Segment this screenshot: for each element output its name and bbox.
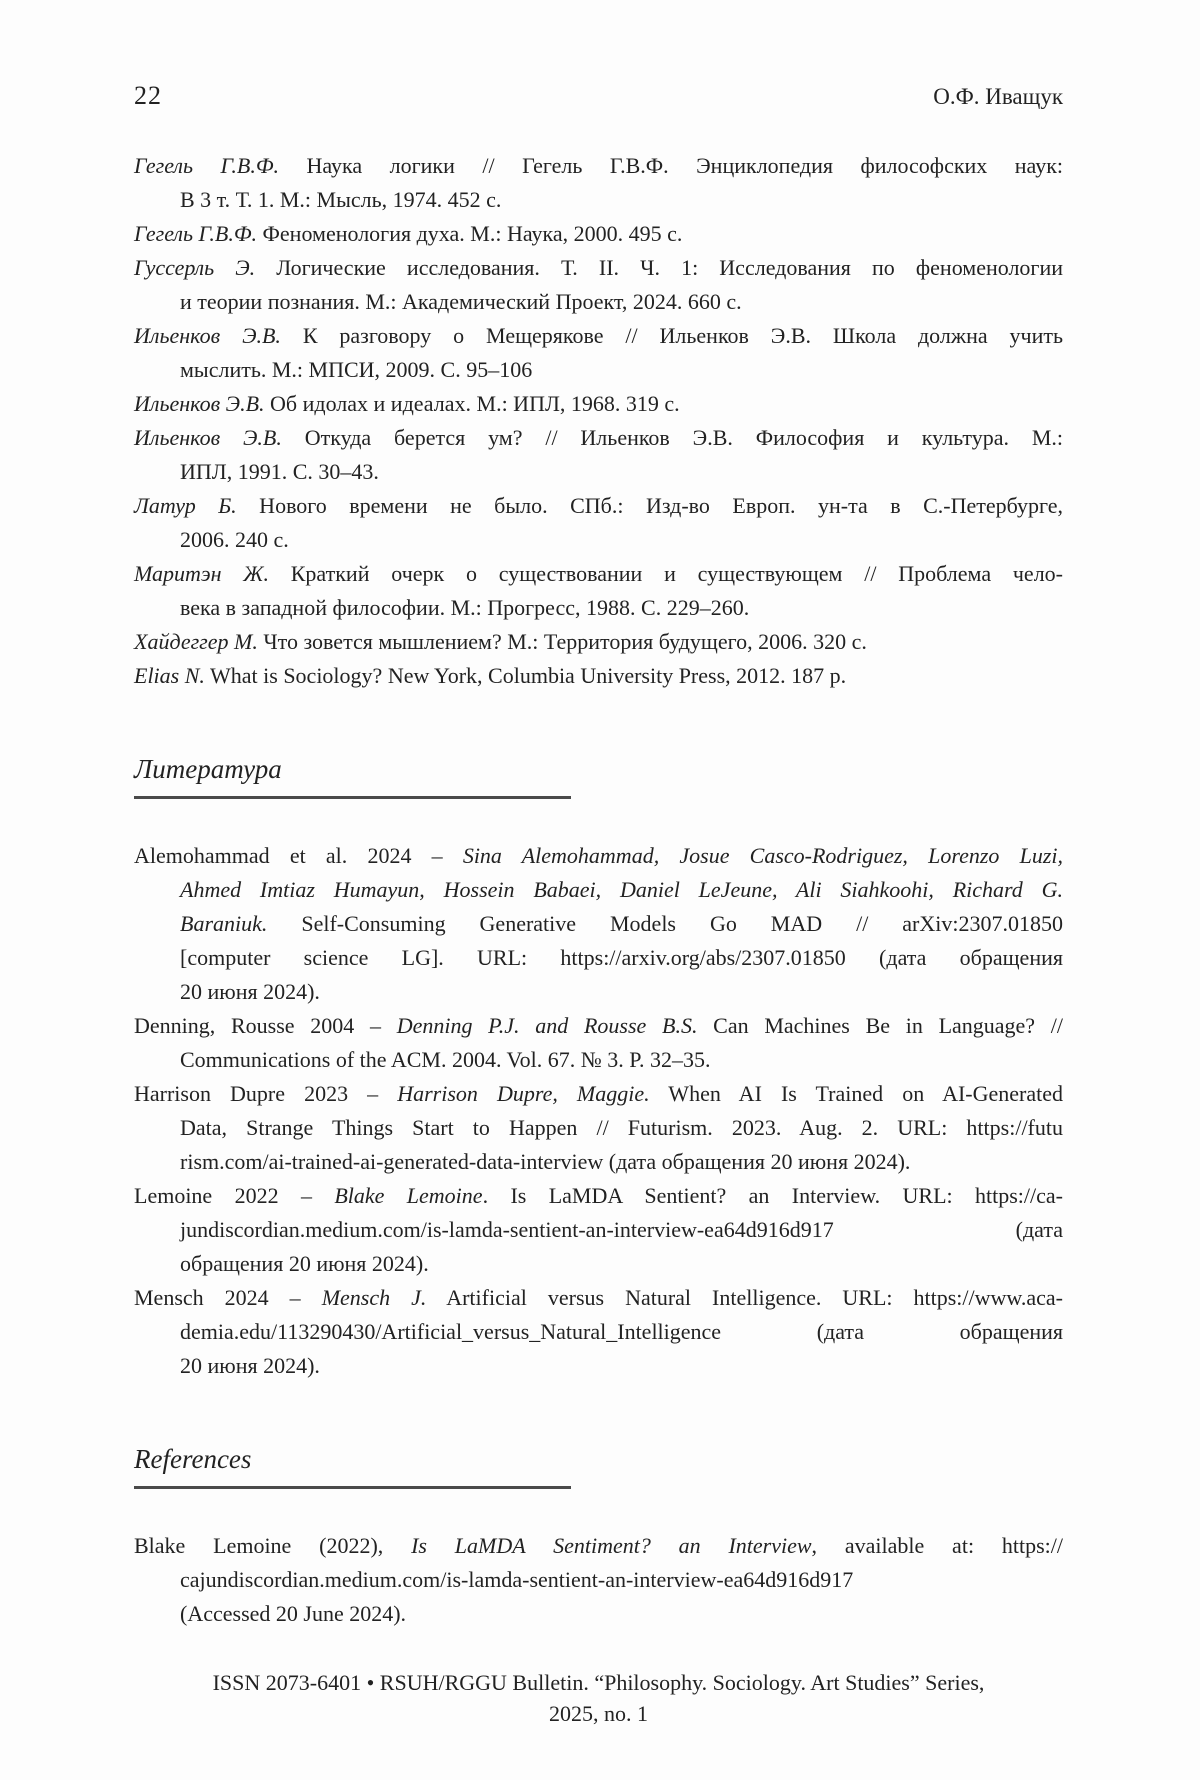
bibliography-entry [134, 557, 1063, 625]
text-segment: Наука логики // Гегель Г.В.Ф. Энциклопедия философских наук: [279, 153, 1063, 178]
bibliography-entry [134, 387, 1063, 421]
bibliography-line [134, 489, 1063, 523]
text-segment: Alemohammad et al. 2024 – [134, 843, 463, 868]
text-segment: (Accessed 20 June 2024). [180, 1601, 407, 1626]
bibliography-line [134, 387, 1063, 421]
text-segment: 2006. 240 с. [180, 527, 289, 552]
text-segment: cajundiscordian.medium.com/is-lamda-sentient-an-interview-ea64d916d917 [180, 1567, 854, 1592]
text-segment: Что зовется мышлением? М.: Территория будущего, 2006. 320 с. [257, 629, 867, 654]
page-footer [134, 1667, 1063, 1729]
section-heading-literatura: Литература [134, 754, 282, 784]
text-segment: Феноменология духа. М.: Наука, 2000. 495 с. [257, 221, 683, 246]
heading-rule [134, 796, 571, 799]
reference-list-top [134, 149, 1063, 693]
heading-rule [134, 1486, 571, 1489]
text-segment: Нового времени не было. СПб.: Изд-во Европ. ун-та в С.-Петербурге, [236, 493, 1063, 518]
text-segment: В 3 т. Т. 1. М.: Мысль, 1974. 452 с. [180, 187, 502, 212]
bibliography-line [134, 455, 1063, 489]
text-segment: [computer science LG]. URL: https://arxiv.org/abs/2307.01850 (дата обращения [180, 945, 1063, 970]
bibliography-line [134, 285, 1063, 319]
bibliography-line [134, 1043, 1063, 1077]
italic-text-segment: Ильенков Э.В. [134, 425, 282, 450]
italic-text-segment: Ильенков Э.В. [134, 323, 281, 348]
text-segment: Lemoine 2022 – [134, 1183, 335, 1208]
text-segment: Mensch 2024 – [134, 1285, 322, 1310]
text-segment: What is Sociology? New York, Columbia University Press, 2012. 187 p. [204, 663, 847, 688]
page-header [134, 80, 1063, 113]
bibliography-entry [134, 659, 1063, 693]
text-segment: When AI Is Trained on AI-Generated [649, 1081, 1063, 1106]
bibliography-line [134, 839, 1063, 873]
section-references [134, 1441, 1063, 1631]
italic-text-segment: Blake Lemoine [334, 1183, 483, 1208]
running-head-author: О.Ф. Иващук [933, 84, 1063, 109]
text-segment: jundiscordian.medium.com/is-lamda-sentient-an-interview-ea64d916d917 (дата [180, 1217, 1063, 1242]
bibliography-line [134, 557, 1063, 591]
bibliography-line [134, 1349, 1063, 1383]
bibliography-entry [134, 319, 1063, 387]
bibliography-entry [134, 1077, 1063, 1179]
bibliography-entry [134, 251, 1063, 319]
text-segment: Откуда берется ум? // Ильенков Э.В. Философия и культура. М.: [281, 425, 1063, 450]
text-segment: Blake Lemoine (2022), [134, 1533, 412, 1558]
text-segment: 20 июня 2024). [180, 979, 320, 1004]
italic-text-segment: Латур Б. [134, 493, 237, 518]
text-segment: обращения 20 июня 2024). [180, 1251, 429, 1276]
bibliography-line [134, 1213, 1063, 1247]
reference-list-references [134, 1529, 1063, 1631]
bibliography-entry [134, 1281, 1063, 1383]
section-literatura [134, 751, 1063, 1383]
bibliography-line [134, 1145, 1063, 1179]
text-segment: Self-Consuming Generative Models Go MAD // arXiv:2307.01850 [267, 911, 1063, 936]
bibliography-entry [134, 1009, 1063, 1077]
text-segment: . Is LaMDA Sentient? an Interview. URL: https://ca- [482, 1183, 1063, 1208]
bibliography-line [134, 1563, 1063, 1597]
bibliography-line [134, 217, 1063, 251]
italic-text-segment: Хайдеггер М. [134, 629, 258, 654]
text-segment: rism.com/ai-trained-ai-generated-data-interview (дата обращения 20 июня 2024). [180, 1149, 911, 1174]
text-segment: Can Machines Be in Language? // [697, 1013, 1064, 1038]
bibliography-line [134, 1315, 1063, 1349]
italic-text-segment: Ahmed Imtiaz Humayun, Hossein Babaei, Daniel LeJeune, Ali Siahkoohi, Richard G. [180, 877, 1063, 902]
section-heading-references: References [134, 1444, 252, 1474]
bibliography-line [134, 421, 1063, 455]
italic-text-segment: Harrison Dupre, Maggie. [397, 1081, 650, 1106]
italic-text-segment: Маритэн Ж. [134, 561, 269, 586]
bibliography-line [134, 1597, 1063, 1631]
italic-text-segment: Mensch J. [321, 1285, 427, 1310]
italic-text-segment: Sina Alemohammad, Josue Casco-Rodriguez, Lorenzo Luzi, [462, 843, 1063, 868]
reference-list-literatura [134, 839, 1063, 1383]
page-number: 22 [134, 81, 162, 110]
text-segment: , available at: https:// [811, 1533, 1063, 1558]
text-segment: мыслить. М.: МПСИ, 2009. С. 95–106 [180, 357, 533, 382]
bibliography-line [134, 1179, 1063, 1213]
text-segment: и теории познания. М.: Академический Проект, 2024. 660 с. [180, 289, 742, 314]
text-segment: demia.edu/113290430/Artificial_versus_Natural_Intelligence (дата обращения [180, 1319, 1063, 1344]
text-segment: ИПЛ, 1991. С. 30–43. [180, 459, 379, 484]
bibliography-line [134, 907, 1063, 941]
text-segment: Harrison Dupre 2023 – [134, 1081, 398, 1106]
bibliography-line [134, 1009, 1063, 1043]
bibliography-line [134, 1077, 1063, 1111]
italic-text-segment: Гегель Г.В.Ф. [134, 153, 280, 178]
bibliography-entry [134, 1179, 1063, 1281]
bibliography-line [134, 353, 1063, 387]
bibliography-line [134, 183, 1063, 217]
bibliography-line [134, 1111, 1063, 1145]
text-segment: Artificial versus Natural Intelligence. URL: https://www.aca- [426, 1285, 1064, 1310]
bibliography-entry [134, 1529, 1063, 1631]
bibliography-line [134, 1529, 1063, 1563]
bibliography-line [134, 149, 1063, 183]
bibliography-line [134, 873, 1063, 907]
italic-text-segment: Elias N. [134, 663, 205, 688]
text-segment: К разговору о Мещерякове // Ильенков Э.В. Школа должна учить [280, 323, 1063, 348]
bibliography-entry [134, 625, 1063, 659]
text-segment: Об идолах и идеалах. М.: ИПЛ, 1968. 319 с. [264, 391, 680, 416]
bibliography-line [134, 523, 1063, 557]
bibliography-line [134, 941, 1063, 975]
text-segment: Communications of the ACM. 2004. Vol. 67. № 3. P. 32–35. [180, 1047, 711, 1072]
text-segment: века в западной философии. М.: Прогресс, 1988. С. 229–260. [180, 595, 750, 620]
italic-text-segment: Baraniuk. [180, 911, 268, 936]
bibliography-line [134, 591, 1063, 625]
bibliography-line [134, 975, 1063, 1009]
bibliography-line [134, 625, 1063, 659]
text-segment: Краткий очерк о существовании и существующем // Проблема чело- [268, 561, 1063, 586]
bibliography-line [134, 659, 1063, 693]
bibliography-entry [134, 149, 1063, 217]
italic-text-segment: Denning P.J. and Rousse B.S. [396, 1013, 698, 1038]
bibliography-line [134, 251, 1063, 285]
bibliography-entry [134, 421, 1063, 489]
italic-text-segment: Гуссерль Э. [134, 255, 256, 280]
bibliography-line [134, 1281, 1063, 1315]
italic-text-segment: Is LaMDA Sentiment? an Interview [411, 1533, 812, 1558]
bibliography-entry [134, 217, 1063, 251]
bibliography-entry [134, 839, 1063, 1009]
italic-text-segment: Гегель Г.В.Ф. [134, 221, 258, 246]
footer-issn-line: ISSN 2073-6401 • RSUH/RGGU Bulletin. “Philosophy. Sociology. Art Studies” Series, [212, 1670, 985, 1695]
italic-text-segment: Ильенков Э.В. [134, 391, 265, 416]
text-segment: 20 июня 2024). [180, 1353, 320, 1378]
footer-issue-line: 2025, no. 1 [549, 1701, 648, 1726]
bibliography-line [134, 1247, 1063, 1281]
text-segment: Data, Strange Things Start to Happen // Futurism. 2023. Aug. 2. URL: https://futu [180, 1115, 1063, 1140]
bibliography-entry [134, 489, 1063, 557]
text-segment: Логические исследования. Т. II. Ч. 1: Исследования по феноменологии [255, 255, 1063, 280]
text-segment: Denning, Rousse 2004 – [134, 1013, 397, 1038]
bibliography-line [134, 319, 1063, 353]
